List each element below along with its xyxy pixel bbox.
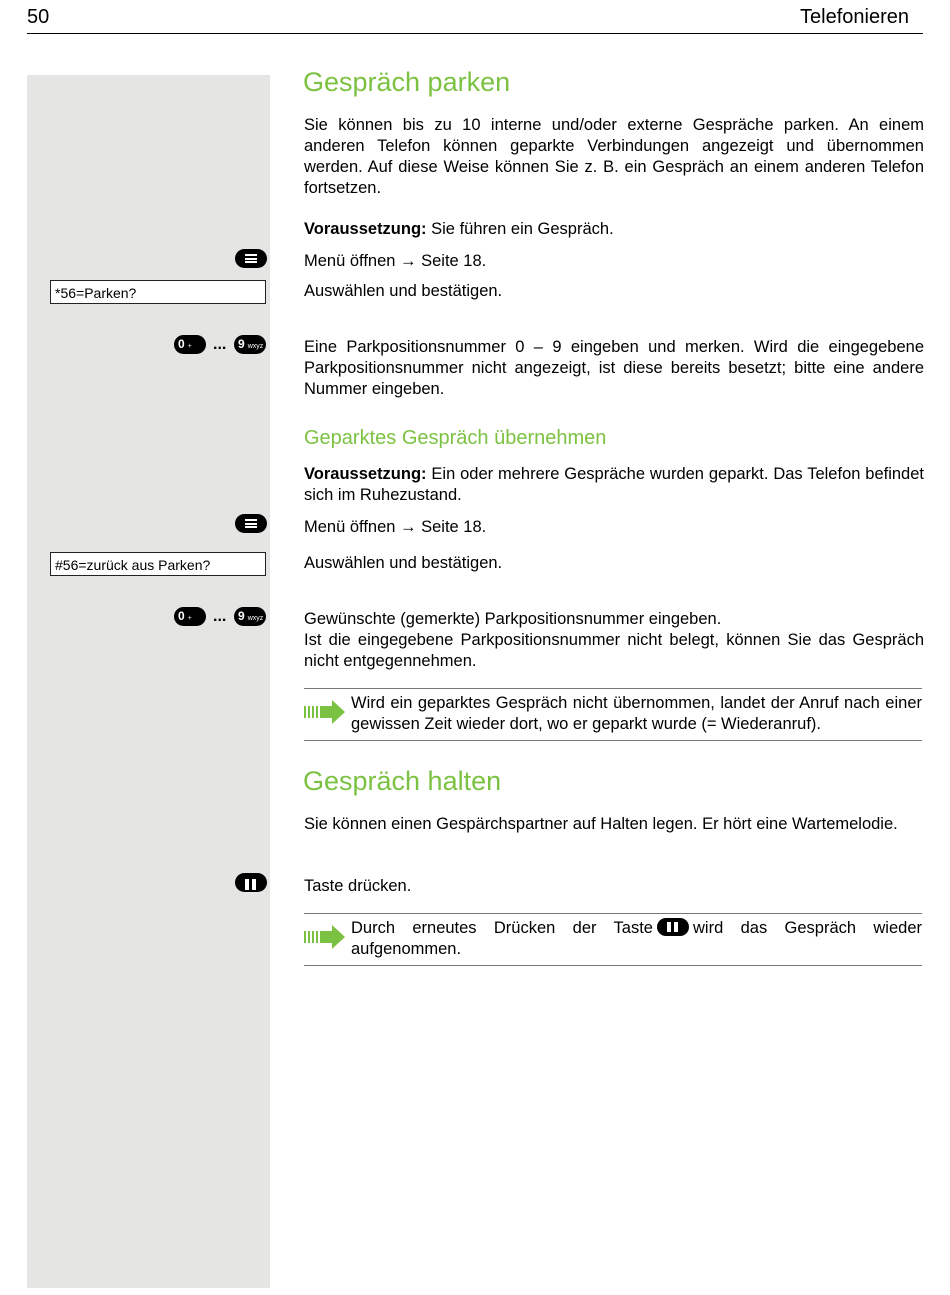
park-step-select: Auswählen und bestätigen. — [304, 282, 503, 300]
retrieve-step-select: Auswählen und bestätigen. — [304, 554, 503, 572]
hold-key-icon — [657, 918, 689, 936]
retrieve-step-number-note: Ist die eingegebene Parkpositionsnummer nicht belegt, können Sie das Gespräch nicht entgegennehmen. — [304, 631, 924, 670]
park-precondition — [304, 219, 924, 240]
hold-key-icon — [235, 873, 267, 892]
hold-intro: Sie können einen Gespärchspartner auf Halten legen. Er hört eine Wartemelodie. — [304, 815, 898, 833]
park-step-number: Eine Parkpositionsnummer 0 – 9 eingeben und merken. Wird die eingegebene Parkpositionsnummer nicht angezeigt, ist diese bereits besetzt; bitte eine andere Nummer eingeben. — [304, 338, 924, 398]
section-title-park: Gespräch parken — [303, 67, 511, 97]
note-box-retrieve — [304, 688, 922, 741]
section-title-hold: Gespräch halten — [303, 766, 502, 796]
note-arrow-icon — [304, 699, 346, 725]
digit-key-9-icon: 9 wxyz — [234, 607, 266, 626]
precondition-label: Voraussetzung: — [304, 220, 427, 238]
retrieve-step-number-main: Gewünschte (gemerkte) Parkpositionsnummer eingeben. — [304, 610, 722, 628]
park-intro: Sie können bis zu 10 interne und/oder externe Gespräche parken. An einem anderen Telefon können geparkte Verbindungen angezeigt und übernommen werden. Auf diese Weise können Sie z. B. ein Gespräch an einem anderen Telefon fortsetzen. — [304, 116, 924, 197]
page-number: 50 — [27, 6, 50, 28]
note-text-hold-after: wird das Gespräch wieder aufgenommen. — [351, 919, 922, 958]
range-ellipsis: ... — [213, 608, 227, 625]
note-text-hold-before: Durch erneutes Drücken der Taste — [351, 919, 653, 937]
display-option-park[interactable]: *56=Parken? — [50, 280, 266, 304]
note-text-retrieve: Wird ein geparktes Gespräch nicht übernommen, landet der Anruf nach einer gewissen Zeit wieder dort, wo er geparkt wurde (= Wiederanruf). — [351, 694, 922, 733]
retrieve-step-menu: Menü öffnen → Seite 18. — [304, 518, 487, 536]
display-option-retrieve[interactable]: #56=zurück aus Parken? — [50, 552, 266, 576]
header-rule — [27, 33, 923, 34]
note-box-hold — [304, 913, 922, 966]
precondition-label: Voraussetzung: — [304, 465, 427, 483]
hold-step-press: Taste drücken. — [304, 877, 412, 895]
chapter-title: Telefonieren — [800, 6, 909, 28]
precondition-text: Ein oder mehrere Gespräche wurden geparkt. Das Telefon befindet sich im Ruhezustand. — [304, 465, 924, 504]
park-step-menu: Menü öffnen → Seite 18. — [304, 252, 487, 270]
retrieve-step-number — [304, 609, 924, 672]
digit-key-0-icon: 0 + — [174, 335, 206, 354]
instruction-sidebar — [27, 75, 270, 1288]
retrieve-precondition — [304, 464, 924, 506]
range-ellipsis: ... — [213, 336, 227, 353]
note-text-hold — [351, 918, 922, 960]
digit-key-9-icon: 9 wxyz — [234, 335, 266, 354]
note-arrow-icon — [304, 924, 346, 950]
menu-key-icon — [235, 514, 267, 533]
menu-key-icon — [235, 249, 267, 268]
precondition-text: Sie führen ein Gespräch. — [426, 220, 614, 238]
digit-key-0-icon: 0 + — [174, 607, 206, 626]
section-title-retrieve: Geparktes Gespräch übernehmen — [304, 427, 607, 449]
